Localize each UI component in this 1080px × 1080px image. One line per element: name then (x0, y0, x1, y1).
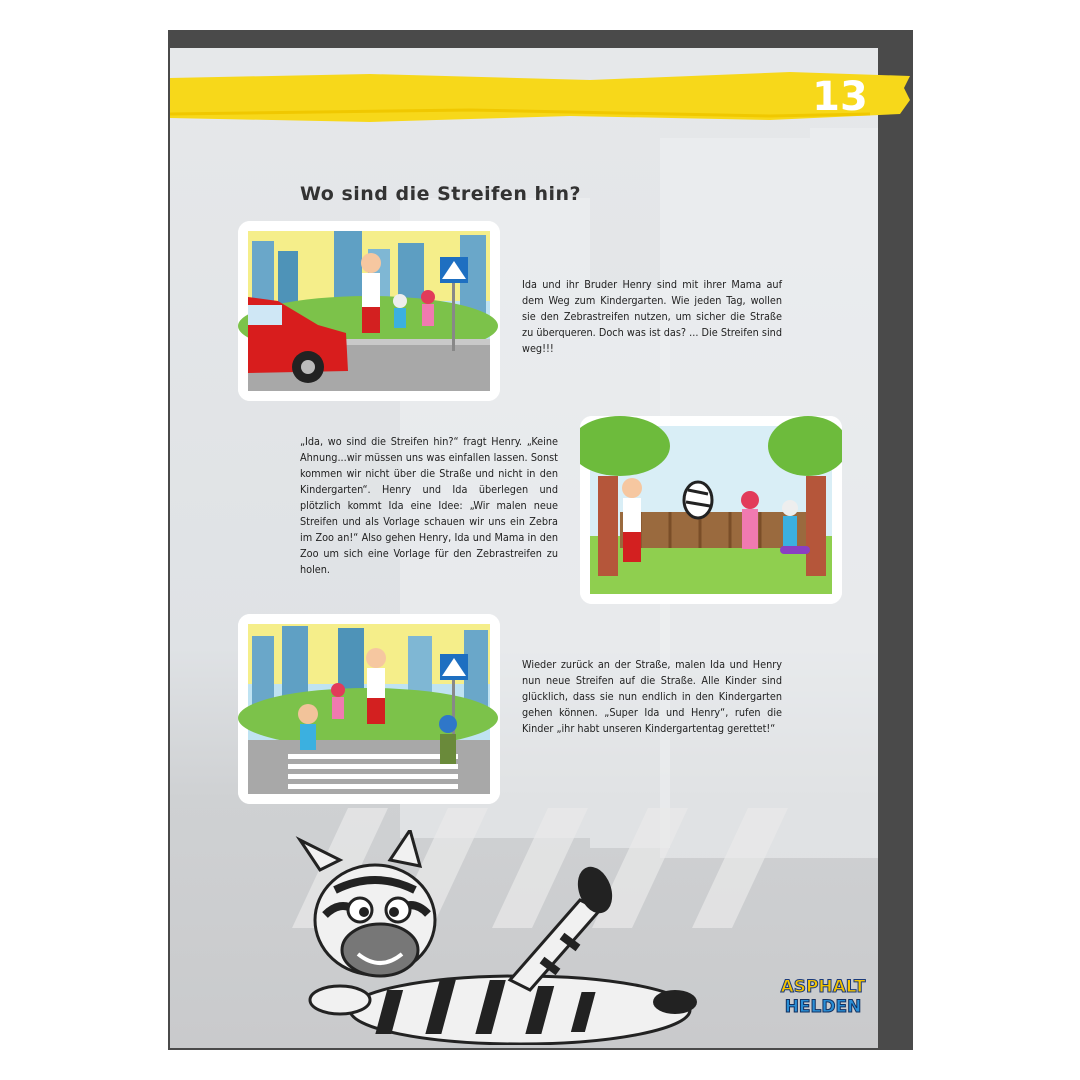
page-number: 13 (812, 74, 868, 120)
yellow-banner (170, 70, 910, 126)
zoo-zebra-illustration (580, 416, 842, 604)
story-paragraph-2: „Ida, wo sind die Streifen hin?“ fragt Henry. „Keine Ahnung...wir müssen uns was einfallen lassen. Sonst kommen wir nicht über die Straße und nicht in den Kindergarten“. Henry und Ida überlegen und plötzlich kommt Ida eine Idee: „Wir malen neue Streifen und als Vorlage schauen wir uns ein Zebra im Zoo an!“ Also gehen Henry, Ida und Mama in den Zoo um sich eine Vorlage für den Zebrastreifen zu holen. (300, 435, 558, 576)
logo-line-1: ASPHALT (780, 977, 866, 997)
story-paragraph-3: Wieder zurück an der Straße, malen Ida und Henry nun neue Streifen auf die Straße. Alle Kinder sind glücklich, dass sie nun endlich in den Kindergarten gehen können. „Super Ida und Henry“, rufen die Kinder „ihr habt unseren Kindergartentag gerettet!“ (522, 658, 782, 735)
zebra-mascot-icon (280, 830, 710, 1045)
street-scene-car-illustration (238, 221, 500, 401)
page-title: Wo sind die Streifen hin? (300, 183, 582, 205)
asphalt-helden-logo (768, 975, 878, 1025)
logo-line-2: HELDEN (784, 997, 862, 1017)
zebra-crossing-painted-illustration (238, 614, 500, 804)
story-paragraph-1: Ida und ihr Bruder Henry sind mit ihrer Mama auf dem Weg zum Kindergarten. Wie jeden Tag, wollen sie den Zebrastreifen nutzen, um sicher die Straße zu überqueren. Doch was ist das? ... Die Streifen sind weg!!! (522, 278, 782, 355)
